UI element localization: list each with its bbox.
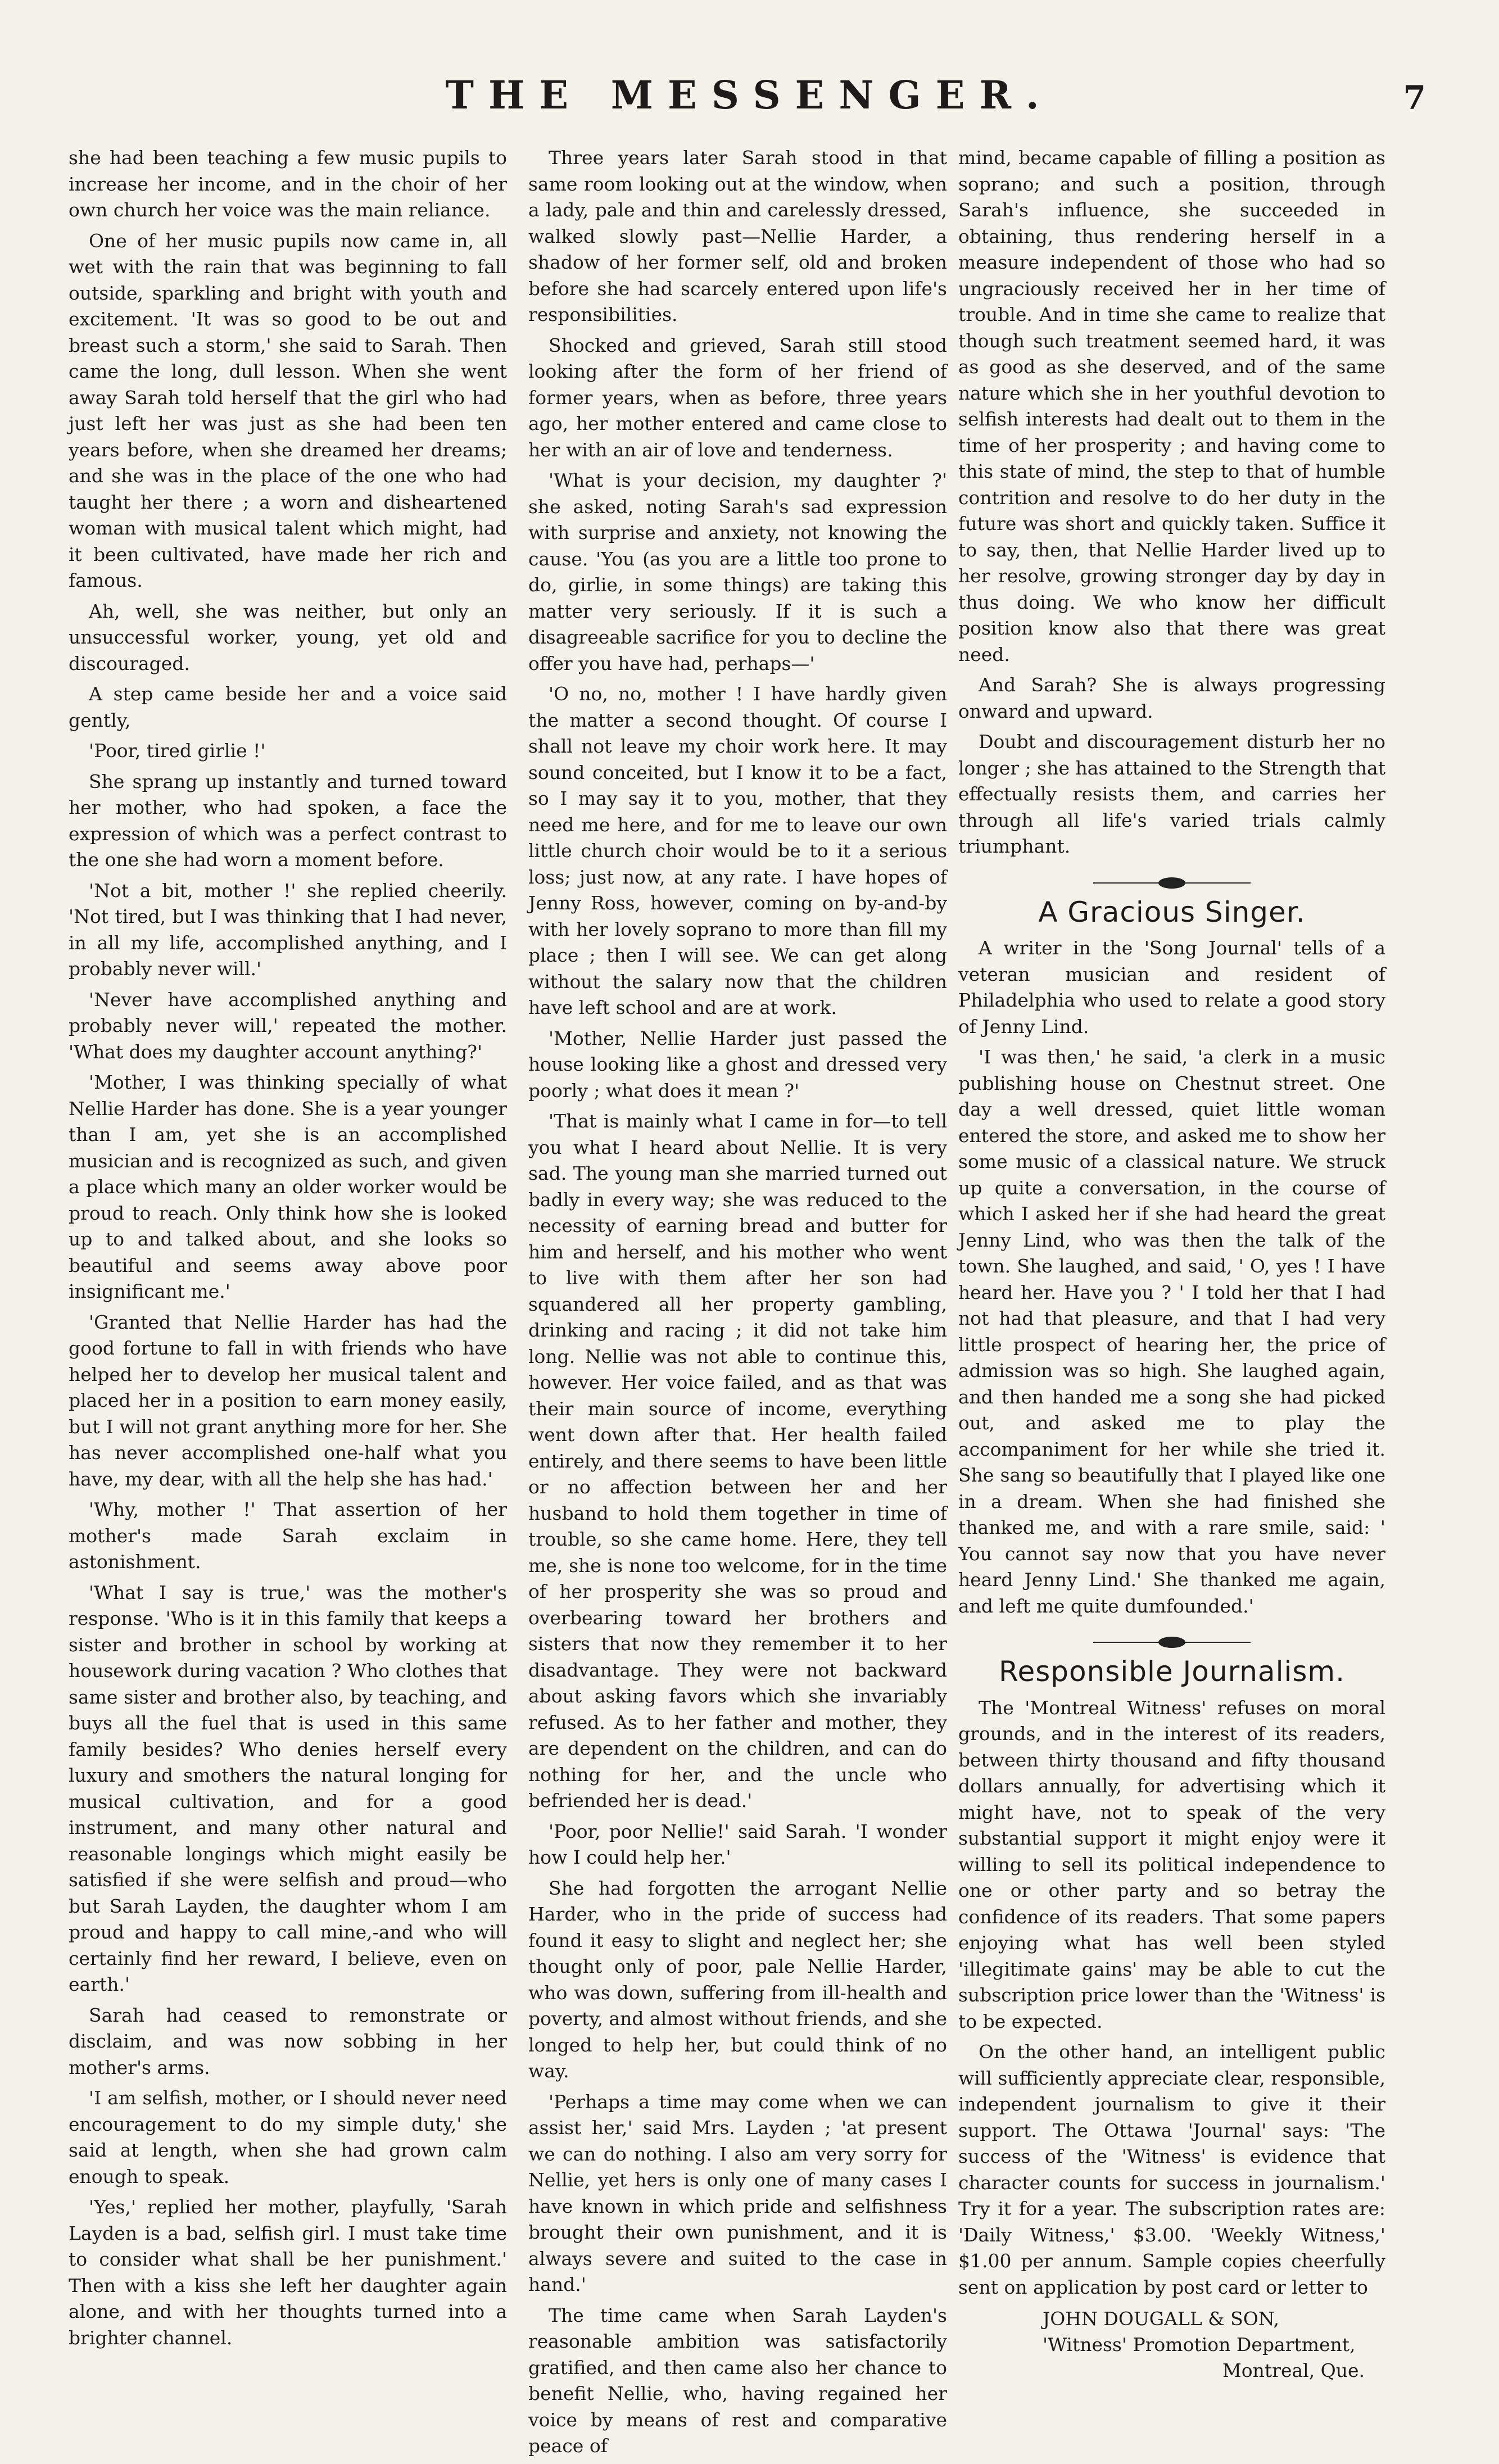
story-paragraph: 'What I say is true,' was the mother's response. 'Who is it in this family that keeps a sister and brother in school by working at housework during vacation ? Who clothes that same sister and brother also, by teaching, and buys all the fuel that is used in this same family besides? Who denies herself every luxury and smothers the natural longing for musical cultivation, and for a good instrument, and many other natural and reasonable longings which might easily be satisfied if she were selfish and proud—who but Sarah Layden, the daughter whom I am proud and happy to call mine,-and who will certainly find her reward, I believe, even on earth.' (69, 1581, 507, 1995)
article-paragraph: 'I was then,' he said, 'a clerk in a music publishing house on Chestnut street. One day a well dressed, quiet little woman entered the store, and asked me to show her some music of a classical nature. We struck up quite a conversation, in the course of which I asked her if she had heard the great Jenny Lind, who was then the talk of the town. She laughed, and said, ' O, yes ! I have heard her. Have you ? ' I told her that I had not had that pleasure, and that I had very little prospect of hearing her, the price of admission was so high. She laughed again, and then handed me a song she had picked out, and asked me to play the accompaniment for her while she tried it. She sang so beautifully that I played like one in a dream. When she had finished she thanked me, and with a rare smile, said: ' You cannot say now that you have never heard Jenny Lind.' She thanked me again, and left me quite dumfounded.' (958, 1046, 1385, 1617)
masthead-title: THE MESSENGER. (445, 73, 1054, 118)
signature-block (958, 2306, 1385, 2384)
story-paragraph: 'Not a bit, mother !' she replied cheerily. 'Not tired, but I was thinking that I had never, in all my life, accomplished anything, and I probably never will.' (69, 879, 507, 980)
story-paragraph: 'Why, mother !' That assertion of her mother's made Sarah exclaim in astonishment. (69, 1498, 507, 1573)
story-paragraph: 'Mother, Nellie Harder just passed the house looking like a ghost and dressed very poorly ; what does it mean ?' (528, 1027, 947, 1102)
story-paragraph: 'Granted that Nellie Harder has had the good fortune to fall in with friends who have helped her to develop her musical talent and placed her in a position to earn money easily, but I will not grant anything more for her. She has never accomplished one-half what you have, my dear, with all the help she has had.' (69, 1311, 507, 1490)
story-paragraph: 'Poor, poor Nellie!' said Sarah. 'I wonder how I could help her.' (528, 1820, 947, 1868)
signature-line: JOHN DOUGALL & SON, (1043, 2308, 1280, 2330)
story-paragraph: mind, became capable of filling a position as soprano; and such a position, through Sarah's influence, she succeeded in obtaining, thus rendering herself in a measure independent of those who had so ungraciously received her in her time of trouble. And in time she came to realize that though such treatment seemed hard, it was as good as she deserved, and of the same nature which she in her youthful devotion to selfish interests had dealt out to them in the time of her prosperity ; and having come to this state of mind, the step to that of humble contrition and resolve to do her duty in the future was short and quickly taken. Suffice it to say, then, that Nellie Harder lived up to her resolve, growing stronger day by day in thus doing. We who know her difficult position know also that there was great need. (958, 147, 1385, 665)
story-paragraph: Three years later Sarah stood in that same room looking out at the window, when a lady, pale and thin and carelessly dressed, walked slowly past—Nellie Harder, a shadow of her former self, old and broken before she had scarcely entered upon life's responsibilities. (528, 147, 947, 325)
article-paragraph: A writer in the 'Song Journal' tells of a veteran musician and resident of Philadelphia who used to relate a good story of Jenny Lind. (958, 937, 1385, 1038)
story-paragraph: 'Perhaps a time may come when we can assist her,' said Mrs. Layden ; 'at present we can do nothing. I also am very sorry for Nellie, yet hers is only one of many cases I have known in which pride and selfishness brought their own punishment, and it is always severe and suited to the case in hand.' (528, 2090, 947, 2295)
section-divider (958, 1629, 1385, 1655)
section-divider (958, 870, 1385, 896)
story-paragraph: 'O no, no, mother ! I have hardly given the matter a second thought. Of course I shall not leave my choir work here. It may sound conceited, but I know it to be a fact, so I may say it to you, mother, that they need me here, and for me to leave our own little church choir would be to it a serious loss; just now, at any rate. I have hopes of Jenny Ross, however, coming on by-and-by with her lovely soprano to more than fill my place ; then I will see. We can get along without the salary now that the children have left school and are at work. (528, 683, 947, 1018)
column-3 (958, 145, 1385, 2384)
story-paragraph: 'Yes,' replied her mother, playfully, 'Sarah Layden is a bad, selfish girl. I must take time to consider what shall be her punishment.' Then with a kiss she left her daughter again alone, and with her thoughts turned into a brighter channel. (69, 2196, 507, 2349)
story-paragraph: Sarah had ceased to remonstrate or disclaim, and was now sobbing in her mother's arms. (69, 2004, 507, 2078)
story-paragraph: 'What is your decision, my daughter ?' she asked, noting Sarah's sad expression with surprise and anxiety, not knowing the cause. 'You (as you are a little too prone to do, girlie, in some things) are taking this matter very seriously. If it is such a disagreeable sacrifice for you to decline the offer you have had, perhaps—' (528, 469, 947, 674)
story-paragraph: Doubt and discouragement disturb her no longer ; she has attained to the Strength that effectually resists them, and carries her through all life's varied trials calmly triumphant. (958, 731, 1385, 857)
story-paragraph: She had forgotten the arrogant Nellie Harder, who in the pride of success had found it easy to slight and neglect her; she thought only of poor, pale Nellie Harder, who was down, suffering from ill-health and poverty, and almost without friends, and she longed to help her, but could think of no way. (528, 1877, 947, 2082)
responsible-journalism-heading: Responsible Journalism. (998, 1655, 1346, 1688)
story-paragraph: The time came when Sarah Layden's reasonable ambition was satisfactorily gratified, and then came also her chance to benefit Nellie, who, having regained her voice by means of rest and comparative peace of (528, 2304, 947, 2457)
page-number: 7 (1403, 79, 1426, 117)
story-paragraph: She sprang up instantly and turned toward her mother, who had spoken, a face the expression of which was a perfect contrast to the one she had worn a moment before. (69, 770, 507, 871)
gracious-singer-heading: A Gracious Singer. (1038, 895, 1306, 928)
story-paragraph: One of her music pupils now came in, all wet with the rain that was beginning to fall outside, sparkling and bright with youth and excitement. 'It was so good to be out and breast such a storm,' she said to Sarah. Then came the long, dull lesson. When she went away Sarah told herself that the girl who had just left her was just as she had been ten years before, when she dreamed her dreams; and she was in the place of the one who had taught her there ; a worn and disheartened woman with musical talent which might, had it been cultivated, have made her rich and famous. (69, 229, 507, 591)
story-paragraph: 'I am selfish, mother, or I should never need encouragement to do my simple duty,' she said at length, when she had grown calm enough to speak. (69, 2087, 507, 2187)
story-paragraph: Ah, well, she was neither, but only an unsuccessful worker, young, yet old and discouraged. (69, 600, 507, 674)
signature-line: Montreal, Que. (1222, 2359, 1365, 2381)
article-paragraph: On the other hand, an intelligent public will sufficiently appreciate clear, responsible, independent journalism to give it their support. The Ottawa 'Journal' says: 'The success of the 'Witness' is evidence that character counts for success in journalism.' Try it for a year. The subscription rates are: 'Daily Witness,' $3.00. 'Weekly Witness,' $1.00 per annum. Sample copies cheerfully sent on application by post card or letter to (958, 2041, 1385, 2298)
story-paragraph: Shocked and grieved, Sarah still stood looking after the form of her friend of former years, when as before, three years ago, her mother entered and came close to her with an air of love and tenderness. (528, 334, 947, 461)
story-paragraph: she had been teaching a few music pupils to increase her income, and in the choir of her own church her voice was the main reliance. (69, 147, 507, 221)
column-2 (528, 145, 947, 2464)
column-1 (69, 145, 507, 2356)
article-paragraph: The 'Montreal Witness' refuses on moral grounds, and in the interest of its readers, between thirty thousand and fifty thousand dollars annually, for advertising which it might have, not to speak of the very substantial support it might enjoy were it willing to sell its political independence to one or other party and so betray the confidence of its readers. That some papers enjoying what has well been styled 'illegitimate gains' may be able to cut the subscription price lower than the 'Witness' is to be expected. (958, 1696, 1385, 2032)
story-paragraph: 'Mother, I was thinking specially of what Nellie Harder has done. She is a year younger than I am, yet she is an accomplished musician and is recognized as such, and given a place which many an older worker would be proud to reach. Only think how she is looked up to and talked about, and she looks so beautiful and seems away above poor insignificant me.' (69, 1071, 507, 1302)
story-paragraph: 'That is mainly what I came in for—to tell you what I heard about Nellie. It is very sad. The young man she married turned out badly in every way; she was reduced to the necessity of earning bread and butter for him and herself, and his mother who went to live with them after her son had squandered all her property gambling, drinking and racing ; it did not take him long. Nellie was not able to continue this, however. Her voice failed, and as that was their main source of income, everything went down after that. Her health failed entirely, and there seems to have been little or no affection between her and her husband to hold them together in time of trouble, so she came home. Here, they tell me, she is none too welcome, for in the time of her prosperity she was so proud and overbearing toward her brothers and sisters that now they remember it to her disadvantage. They were not backward about asking favors which she invariably refused. As to her father and mother, they are dependent on the children, and can do nothing for her, and the uncle who befriended her is dead.' (528, 1110, 947, 1811)
story-paragraph: 'Never have accomplished anything and probably never will,' repeated the mother. 'What does my daughter account anything?' (69, 988, 507, 1063)
story-paragraph: And Sarah? She is always progressing onward and upward. (958, 674, 1385, 722)
story-paragraph: A step came beside her and a voice said gently, (69, 683, 507, 731)
signature-line: 'Witness' Promotion Department, (1043, 2334, 1356, 2356)
story-paragraph: 'Poor, tired girlie !' (89, 740, 266, 762)
